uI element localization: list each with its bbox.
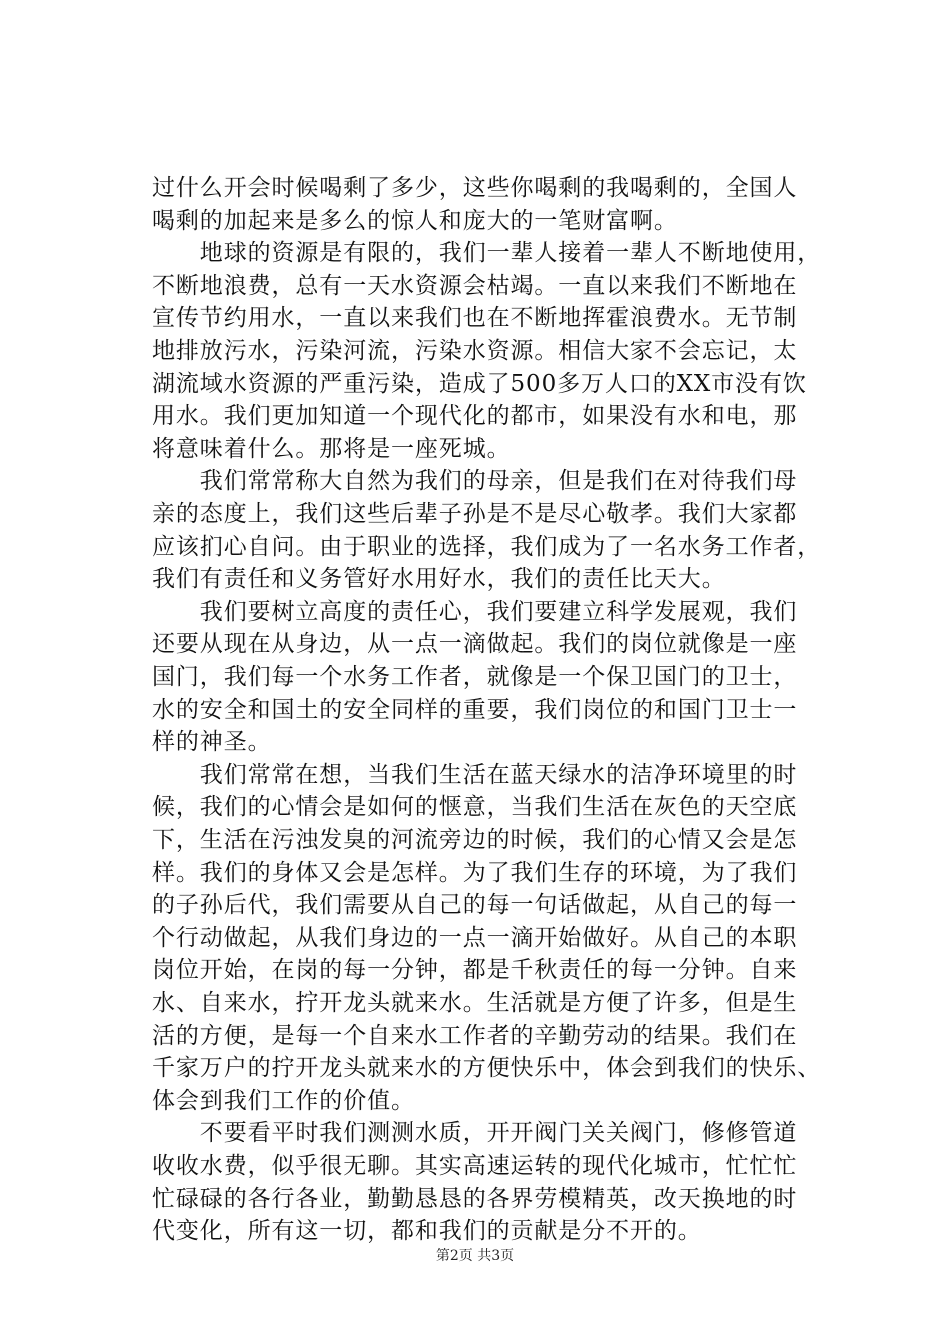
text-line: 下，生活在污浊发臭的河流旁边的时候，我们的心情又会是怎 xyxy=(152,827,798,853)
text-line: 过什么开会时候喝剩了多少，这些你喝剩的我喝剩的，全国人 xyxy=(152,175,798,201)
text-line: 湖流域水资源的严重污染，造成了500多万人口的XX市没有饮 xyxy=(152,371,807,397)
text-line: 代变化，所有这一切，都和我们的贡献是分不开的。 xyxy=(152,1218,702,1244)
text-line: 的子孙后代，我们需要从自己的每一句话做起，从自己的每一 xyxy=(152,892,798,918)
text-line: 喝剩的加起来是多么的惊人和庞大的一笔财富啊。 xyxy=(152,208,678,234)
text-line: 用水。我们更加知道一个现代化的都市，如果没有水和电，那 xyxy=(152,403,798,429)
text-line: 我们有责任和义务管好水用好水，我们的责任比天大。 xyxy=(152,566,726,592)
text-line: 地球的资源是有限的，我们一辈人接着一辈人不断地使用， xyxy=(152,240,822,266)
text-line: 地排放污水，污染河流，污染水资源。相信大家不会忘记，太 xyxy=(152,338,798,364)
text-line: 宣传节约用水，一直以来我们也在不断地挥霍浪费水。无节制 xyxy=(152,305,798,331)
text-line: 候，我们的心情会是如何的惬意，当我们生活在灰色的天空底 xyxy=(152,794,798,820)
text-line: 我们常常称大自然为我们的母亲，但是我们在对待我们母 xyxy=(152,468,798,494)
text-line: 个行动做起，从我们身边的一点一滴开始做好。从自己的本职 xyxy=(152,925,798,951)
text-line: 不要看平时我们测测水质，开开阀门关关阀门，修修管道 xyxy=(152,1120,798,1146)
text-line: 体会到我们工作的价值。 xyxy=(152,1088,415,1114)
text-line: 千家万户的拧开龙头就来水的方便快乐中，体会到我们的快乐、 xyxy=(152,1055,822,1081)
text-line: 应该扪心自问。由于职业的选择，我们成为了一名水务工作者， xyxy=(152,534,822,560)
text-line: 活的方便，是每一个自来水工作者的辛勤劳动的结果。我们在 xyxy=(152,1023,798,1049)
text-line: 还要从现在从身边，从一点一滴做起。我们的岗位就像是一座 xyxy=(152,631,798,657)
text-line: 我们常常在想，当我们生活在蓝天绿水的洁净环境里的时 xyxy=(152,762,798,788)
text-line: 收收水费，似乎很无聊。其实高速运转的现代化城市，忙忙忙 xyxy=(152,1153,798,1179)
text-line: 不断地浪费，总有一天水资源会枯竭。一直以来我们不断地在 xyxy=(152,273,798,299)
text-line: 将意味着什么。那将是一座死城。 xyxy=(152,436,511,462)
text-line: 亲的态度上，我们这些后辈子孙是不是尽心敬孝。我们大家都 xyxy=(152,501,798,527)
text-line: 样。我们的身体又会是怎样。为了我们生存的环境，为了我们 xyxy=(152,860,798,886)
page-number-footer: 第2页 共3页 xyxy=(435,1248,515,1264)
text-line: 水的安全和国土的安全同样的重要，我们岗位的和国门卫士一 xyxy=(152,697,798,723)
text-line: 忙碌碌的各行各业，勤勤恳恳的各界劳模精英，改天换地的时 xyxy=(152,1186,798,1212)
text-line: 国门，我们每一个水务工作者，就像是一个保卫国门的卫士， xyxy=(152,664,798,690)
text-line: 水、自来水，拧开龙头就来水。生活就是方便了许多，但是生 xyxy=(152,990,798,1016)
text-line: 我们要树立高度的责任心，我们要建立科学发展观，我们 xyxy=(152,599,798,625)
text-line: 样的神圣。 xyxy=(152,729,272,755)
text-line: 岗位开始，在岗的每一分钟，都是千秋责任的每一分钟。自来 xyxy=(152,957,798,983)
